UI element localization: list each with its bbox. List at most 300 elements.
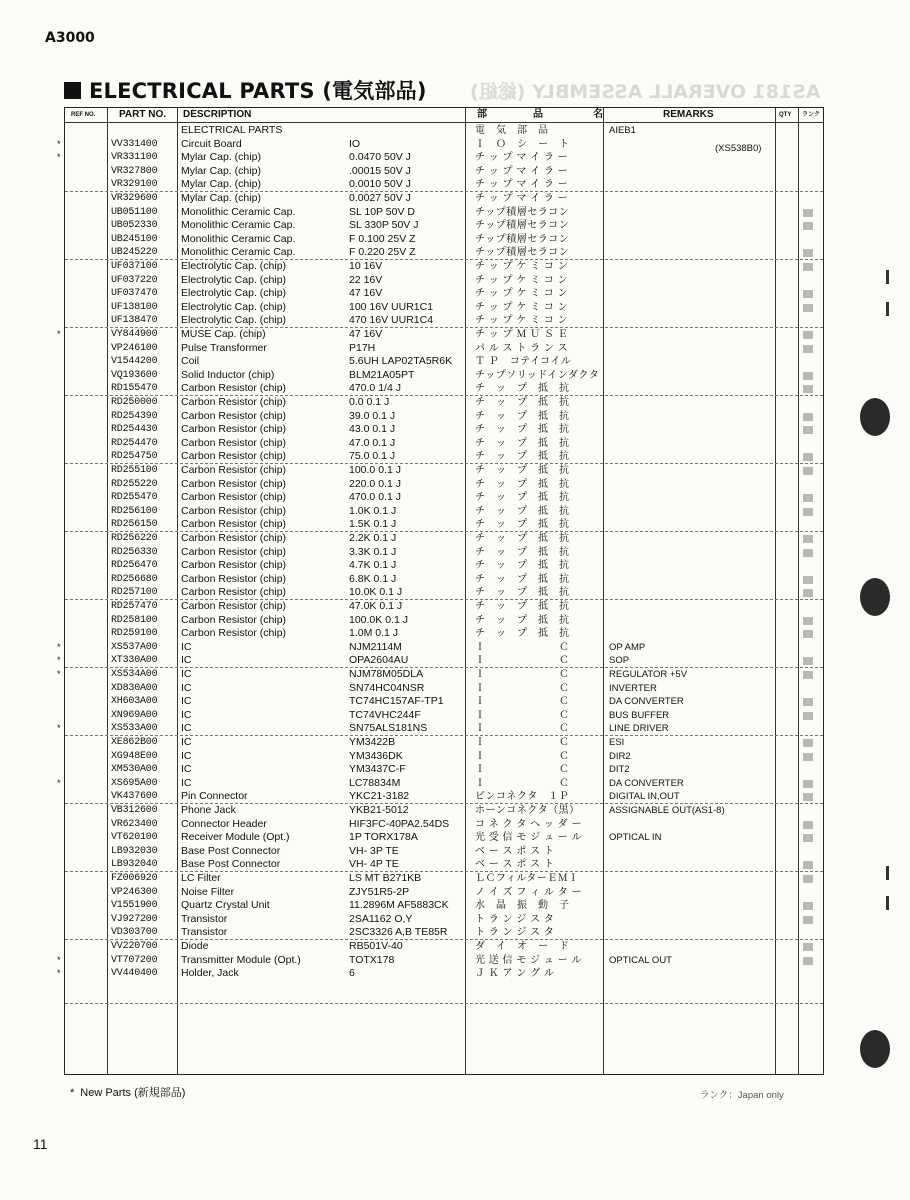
part-spec: 47 16V xyxy=(349,287,383,300)
part-description: Receiver Module (Opt.) xyxy=(181,831,290,844)
part-spec: SN75ALS181NS xyxy=(349,722,428,735)
show-through-heading: AS181 OVERALL ASSEMBLY (総組) xyxy=(470,81,821,103)
part-spec: 100 16V UUR1C1 xyxy=(349,300,434,313)
part-number: VR331100 xyxy=(111,152,158,164)
japanese-name: チップ積層セラコン xyxy=(475,220,570,232)
table-row xyxy=(65,233,823,247)
part-spec: RB501V-40 xyxy=(349,940,403,952)
header-divider xyxy=(65,122,823,123)
part-number: XN969A00 xyxy=(111,709,158,721)
col-header-qty: QTY xyxy=(779,112,792,118)
table-row xyxy=(57,967,823,981)
part-description: Carbon Resistor (chip) xyxy=(181,545,287,558)
japanese-name: チ ッ プ 抵 抗 xyxy=(475,437,570,449)
table-row xyxy=(65,491,823,505)
part-number: RD258100 xyxy=(111,614,158,626)
part-number: RD256330 xyxy=(111,546,158,558)
part-spec: 1.5K 0.1 J xyxy=(349,518,397,531)
part-description: IC xyxy=(181,668,192,680)
rank-marker-icon xyxy=(803,821,813,829)
board-remark: (XS538B0) xyxy=(715,143,762,154)
group-divider xyxy=(65,803,823,804)
part-number: XM530A00 xyxy=(111,764,158,776)
japanese-name: チ ッ プ 抵 抗 xyxy=(475,614,570,626)
table-row xyxy=(65,695,823,709)
part-description: Circuit Board xyxy=(181,137,242,150)
table-row xyxy=(65,410,823,424)
part-remark: DA CONVERTER xyxy=(609,777,684,789)
table-row xyxy=(65,505,823,519)
japanese-name: チ ッ プ ケ ミ コ ン xyxy=(475,315,569,327)
col-header-jp3: 名 xyxy=(593,109,603,120)
japanese-name: チップ積層セラコン xyxy=(475,233,570,245)
group-divider xyxy=(65,531,823,532)
table-row xyxy=(65,790,823,804)
table-row xyxy=(65,586,823,600)
part-number: VD303700 xyxy=(111,927,158,939)
part-description: IC xyxy=(181,736,192,748)
rank-marker-icon xyxy=(803,413,813,421)
rank-marker-icon xyxy=(803,263,813,271)
rank-marker-icon xyxy=(803,671,813,679)
part-number: UF037470 xyxy=(111,288,158,300)
japanese-name: チ ッ プ 抵 抗 xyxy=(475,424,570,436)
rank-note: ランク：Japan only xyxy=(700,1090,784,1101)
part-spec: 10.0K 0.1 J xyxy=(349,586,403,599)
part-description: Carbon Resistor (chip) xyxy=(181,464,287,476)
part-number: RD255100 xyxy=(111,465,158,476)
japanese-name: Ｉ Ｃ xyxy=(475,655,570,667)
part-spec: 100.0K 0.1 J xyxy=(349,613,408,626)
part-remark: ASSIGNABLE OUT(AS1-8) xyxy=(609,805,725,816)
part-number: RD255220 xyxy=(111,478,158,490)
part-number: VT707200 xyxy=(111,954,158,966)
part-description: Diode xyxy=(181,940,209,952)
part-number: VR329100 xyxy=(111,179,158,191)
japanese-name: Ｉ Ｏ シ ー ト xyxy=(475,138,570,150)
japanese-name: コ ネ ク タ ヘ ッ ダ ー xyxy=(475,818,582,830)
table-row xyxy=(57,654,823,668)
rank-marker-icon xyxy=(803,916,813,924)
group-divider xyxy=(65,191,823,192)
japanese-name: チ ッ プ マ イ ラ ー xyxy=(475,193,569,204)
part-spec: TOTX178 xyxy=(349,953,395,966)
part-spec: 2SA1162 O,Y xyxy=(349,912,413,925)
part-spec: 11.2896M AF5883CK xyxy=(349,899,449,912)
part-spec: TC74VHC244F xyxy=(349,708,421,721)
japanese-name: 水 晶 振 動 子 xyxy=(475,900,570,912)
table-row xyxy=(65,206,823,220)
japanese-name: Ｉ Ｃ xyxy=(475,723,570,735)
japanese-name: Ｉ Ｃ xyxy=(475,737,570,748)
table-row xyxy=(65,614,823,628)
part-description: IC xyxy=(181,640,192,653)
part-remark: OPTICAL OUT xyxy=(609,954,672,966)
part-number: RD256220 xyxy=(111,533,158,544)
new-part-mark: * xyxy=(57,138,61,149)
rank-marker-icon xyxy=(803,453,813,461)
japanese-name: チップソリッドインダクタ xyxy=(475,369,600,381)
part-number: RD257100 xyxy=(111,587,158,599)
table-row xyxy=(65,301,823,315)
part-spec: IO xyxy=(349,137,361,150)
new-part-mark: * xyxy=(57,954,61,965)
part-spec: HIF3FC-40PA2.54DS xyxy=(349,817,450,830)
part-remark: SOP xyxy=(609,655,630,667)
part-number: RD155470 xyxy=(111,383,158,395)
col-header-desc: DESCRIPTION xyxy=(183,109,252,120)
table-row xyxy=(57,137,823,152)
model-name: A3000 xyxy=(45,30,95,46)
rank-marker-icon xyxy=(803,793,813,801)
table-row xyxy=(65,831,823,845)
rank-marker-icon xyxy=(803,630,813,638)
part-number: V1551900 xyxy=(111,900,158,912)
part-number: UB052330 xyxy=(111,220,158,232)
part-spec: 1P TORX178A xyxy=(349,831,418,844)
rank-marker-icon xyxy=(803,780,813,788)
rank-marker-icon xyxy=(803,535,813,543)
new-part-mark: * xyxy=(57,723,61,734)
rank-marker-icon xyxy=(803,657,813,665)
part-number: UF037100 xyxy=(111,261,158,272)
part-description: Mylar Cap. (chip) xyxy=(181,164,261,177)
binder-mark xyxy=(886,866,889,880)
rank-marker-icon xyxy=(803,249,813,257)
part-description: LC Filter xyxy=(181,872,221,884)
table-row xyxy=(65,423,823,437)
table-row xyxy=(57,640,823,655)
table-row xyxy=(57,151,823,165)
japanese-name: ノ イ ズ フ ィ ル タ ー xyxy=(475,886,582,898)
part-number: VY844900 xyxy=(111,329,158,340)
part-remark: LINE DRIVER xyxy=(609,723,669,735)
part-number: RD256680 xyxy=(111,573,158,585)
part-description: Carbon Resistor (chip) xyxy=(181,396,287,408)
japanese-name: ピンコネクタ １Ｐ xyxy=(475,791,570,803)
part-description: Carbon Resistor (chip) xyxy=(181,450,287,463)
col-header-jp2: 品 xyxy=(533,109,543,120)
japanese-name: チ ッ プ マ イ ラ ー xyxy=(475,152,569,164)
part-description: Base Post Connector xyxy=(181,844,281,857)
part-number: XE862B00 xyxy=(111,737,158,748)
page-number: 11 xyxy=(33,1136,48,1152)
part-description: MUSE Cap. (chip) xyxy=(181,328,266,340)
part-number: RD254390 xyxy=(111,410,158,422)
part-number: XG948E00 xyxy=(111,750,158,762)
part-description: Pulse Transformer xyxy=(181,341,267,354)
part-description: Carbon Resistor (chip) xyxy=(181,559,287,572)
table-row xyxy=(65,518,823,532)
part-description: Carbon Resistor (chip) xyxy=(181,613,287,626)
part-spec: NJM2114M xyxy=(349,640,402,653)
table-row xyxy=(65,532,823,546)
rank-marker-icon xyxy=(803,304,813,312)
part-remark: OP AMP xyxy=(609,641,646,653)
rank-marker-icon xyxy=(803,467,813,475)
new-part-mark: * xyxy=(57,655,61,666)
group-divider xyxy=(65,463,823,464)
japanese-name: チ ッ プ ケ ミ コ ン xyxy=(475,274,569,286)
part-number: UB051100 xyxy=(111,206,158,218)
part-number: VV220700 xyxy=(111,941,158,952)
part-description: Carbon Resistor (chip) xyxy=(181,518,287,531)
part-remark: ESI xyxy=(609,737,625,748)
col-header-remarks: REMARKS xyxy=(663,109,714,120)
part-number: XT330A00 xyxy=(111,655,158,667)
group-divider xyxy=(65,599,823,600)
japanese-name: チ ッ プ ケ ミ コ ン xyxy=(475,301,569,313)
part-number: VP246300 xyxy=(111,886,158,898)
part-number: LB932030 xyxy=(111,845,158,857)
rank-marker-icon xyxy=(803,875,813,883)
group-divider xyxy=(65,667,823,668)
japanese-name: ト ラ ン ジ ス タ xyxy=(475,927,555,939)
rank-marker-icon xyxy=(803,943,813,951)
col-header-jp1: 部 xyxy=(477,109,487,120)
part-spec: SL 330P 50V J xyxy=(349,219,419,232)
part-spec: 100.0 0.1 J xyxy=(349,464,401,476)
part-description: Electrolytic Cap. (chip) xyxy=(181,260,287,272)
rank-marker-icon xyxy=(803,345,813,353)
part-number: RD255470 xyxy=(111,492,158,504)
part-description: Transistor xyxy=(181,912,228,925)
japanese-name: チ ッ プ 抵 抗 xyxy=(475,505,570,517)
part-description: Carbon Resistor (chip) xyxy=(181,491,287,504)
table-row xyxy=(65,165,823,179)
part-spec: 1.0M 0.1 J xyxy=(349,627,399,640)
part-description: Carbon Resistor (chip) xyxy=(181,627,287,640)
part-description: Electrolytic Cap. (chip) xyxy=(181,314,287,327)
binder-mark xyxy=(886,270,889,284)
parts-table xyxy=(57,107,824,1075)
table-row xyxy=(65,382,823,396)
part-spec: 0.0470 50V J xyxy=(349,151,411,164)
part-spec: 4.7K 0.1 J xyxy=(349,559,397,572)
table-row xyxy=(65,178,823,192)
table-row xyxy=(65,818,823,832)
part-remark: REGULATOR +5V xyxy=(609,669,688,680)
part-description: Connector Header xyxy=(181,817,267,830)
part-number: LB932040 xyxy=(111,859,158,871)
rank-marker-icon xyxy=(803,698,813,706)
page-title xyxy=(64,75,427,105)
part-number: VR623400 xyxy=(111,818,158,830)
part-spec: 470.0 0.1 J xyxy=(349,491,401,504)
part-spec: 47 16V xyxy=(349,328,383,340)
japanese-name: ホーンコネクタ（黒） xyxy=(475,805,580,816)
binder-mark xyxy=(886,302,889,316)
legend-new-parts: New Parts (新規部品) xyxy=(80,1087,186,1099)
part-description: IC xyxy=(181,654,192,667)
japanese-name: Ｉ Ｃ xyxy=(475,777,570,789)
part-remark: DIR2 xyxy=(609,750,631,762)
table-row xyxy=(65,899,823,913)
japanese-name: チップ積層セラコン xyxy=(475,247,570,259)
part-spec: 43.0 0.1 J xyxy=(349,423,396,436)
table-row xyxy=(65,940,823,954)
rank-marker-icon xyxy=(803,861,813,869)
part-number: RD250000 xyxy=(111,397,158,408)
japanese-name: チ ッ プ 抵 抗 xyxy=(475,478,570,490)
part-description: IC xyxy=(181,763,192,776)
part-description: Monolithic Ceramic Cap. xyxy=(181,205,296,218)
part-description: Monolithic Ceramic Cap. xyxy=(181,246,296,259)
part-number: VJ927200 xyxy=(111,913,158,925)
part-spec: YM3437C-F xyxy=(349,763,406,776)
japanese-name: パ ル ス ト ラ ン ス xyxy=(475,342,569,354)
part-spec: 1.0K 0.1 J xyxy=(349,504,397,517)
part-description: IC xyxy=(181,776,192,789)
part-spec: 47.0 0.1 J xyxy=(349,436,396,449)
group-divider xyxy=(65,259,823,260)
table-row xyxy=(65,192,823,206)
table-row xyxy=(65,274,823,288)
japanese-name: チ ッ プ ケ ミ コ ン xyxy=(475,288,569,300)
new-part-mark: * xyxy=(70,1087,75,1099)
part-number: FZ006920 xyxy=(111,873,158,884)
table-row xyxy=(65,682,823,696)
table-row xyxy=(65,913,823,927)
part-spec: LS MT B271KB xyxy=(349,872,422,884)
part-description: IC xyxy=(181,695,192,708)
part-spec: LC78834M xyxy=(349,776,401,789)
japanese-name: 光 受 信 モ ジ ュ ー ル xyxy=(475,832,582,844)
part-number: XS534A00 xyxy=(111,669,158,680)
japanese-name: Ｉ Ｃ xyxy=(475,669,570,680)
part-description: ELECTRICAL PARTS xyxy=(181,124,283,136)
table-row xyxy=(65,124,823,138)
part-spec: 5.6UH LAP02TA5R6K xyxy=(349,355,453,368)
part-spec: VH- 4P TE xyxy=(349,858,399,871)
part-spec: 2SC3326 A,B TE85R xyxy=(349,926,448,939)
part-remark: OPTICAL IN xyxy=(609,832,662,844)
part-number: VB312600 xyxy=(111,805,158,816)
japanese-name: ベ ー ス ポ ス ト xyxy=(475,859,555,871)
part-spec: 6.8K 0.1 J xyxy=(349,572,397,585)
part-description: Electrolytic Cap. (chip) xyxy=(181,273,287,286)
table-row xyxy=(65,763,823,777)
japanese-name: チ ッ プ ケ ミ コ ン xyxy=(475,261,569,272)
part-remark: DIT2 xyxy=(609,764,630,776)
legend xyxy=(70,1084,185,1100)
table-row xyxy=(65,845,823,859)
rank-marker-icon xyxy=(803,331,813,339)
table-row xyxy=(65,573,823,587)
part-spec: P17H xyxy=(349,341,376,354)
part-number: VR327800 xyxy=(111,165,158,177)
part-spec: 3.3K 0.1 J xyxy=(349,545,397,558)
part-description: Carbon Resistor (chip) xyxy=(181,436,287,449)
part-number: RD254430 xyxy=(111,424,158,436)
part-description: Carbon Resistor (chip) xyxy=(181,382,287,395)
japanese-name: Ｉ Ｃ xyxy=(475,764,570,776)
part-number: VP246100 xyxy=(111,342,158,354)
part-number: VQ193600 xyxy=(111,369,158,381)
part-number: UB245100 xyxy=(111,233,158,245)
part-description: Monolithic Ceramic Cap. xyxy=(181,219,296,232)
part-spec: SL 10P 50V D xyxy=(349,205,415,218)
part-description: IC xyxy=(181,722,192,735)
new-part-mark: * xyxy=(57,641,61,652)
part-spec: 6 xyxy=(349,967,355,980)
part-description: Carbon Resistor (chip) xyxy=(181,504,287,517)
new-part-mark: * xyxy=(57,329,61,339)
table-row xyxy=(65,246,823,260)
rank-marker-icon xyxy=(803,957,813,965)
table-row xyxy=(65,804,823,818)
table-row xyxy=(65,396,823,410)
rank-marker-icon xyxy=(803,712,813,720)
part-spec: 470.0 1/4 J xyxy=(349,382,401,395)
japanese-name: ダ イ オ ー ド xyxy=(475,941,570,952)
binder-hole xyxy=(860,578,890,616)
part-spec: 0.0027 50V J xyxy=(349,192,411,204)
rank-marker-icon xyxy=(803,753,813,761)
japanese-name: チ ッ プ 抵 抗 xyxy=(475,560,570,572)
rank-marker-icon xyxy=(803,508,813,516)
title-text: ELECTRICAL PARTS (電気部品) xyxy=(89,79,427,103)
japanese-name: 電 気 部 品 xyxy=(475,125,549,136)
table-row xyxy=(65,858,823,872)
part-number: VT620100 xyxy=(111,832,158,844)
group-divider xyxy=(65,327,823,328)
group-divider xyxy=(65,735,823,736)
japanese-name: Ｉ Ｃ xyxy=(475,709,570,721)
col-header-part: PART NO. xyxy=(119,109,167,120)
part-description: Noise Filter xyxy=(181,885,235,898)
table-row xyxy=(65,464,823,478)
japanese-name: チ ッ プ 抵 抗 xyxy=(475,601,570,612)
japanese-name: ト ラ ン ジ ス タ xyxy=(475,913,555,925)
rank-marker-icon xyxy=(803,549,813,557)
new-part-mark: * xyxy=(57,152,61,163)
japanese-name: チ ッ プ 抵 抗 xyxy=(475,492,570,504)
group-divider xyxy=(65,1003,823,1004)
part-number: UF138470 xyxy=(111,315,158,327)
part-description: Carbon Resistor (chip) xyxy=(181,409,287,422)
part-description: Monolithic Ceramic Cap. xyxy=(181,232,296,245)
japanese-name: チ ッ プ 抵 抗 xyxy=(475,383,570,395)
part-number: VK437600 xyxy=(111,791,158,803)
part-spec: ZJY51R5-2P xyxy=(349,885,410,898)
new-part-mark: * xyxy=(57,968,61,979)
part-number: XH603A00 xyxy=(111,696,158,708)
table-row xyxy=(65,750,823,764)
part-spec: F 0.220 25V Z xyxy=(349,246,416,259)
title-square-icon xyxy=(64,82,81,99)
japanese-name: チ ッ プ 抵 抗 xyxy=(475,546,570,558)
part-spec: BLM21A05PT xyxy=(349,368,415,381)
table-row xyxy=(57,722,823,736)
part-description: IC xyxy=(181,708,192,721)
part-description: Pin Connector xyxy=(181,790,248,803)
col-header-rank: ランク xyxy=(802,112,820,118)
part-description: Carbon Resistor (chip) xyxy=(181,477,287,490)
part-description: Carbon Resistor (chip) xyxy=(181,423,287,436)
part-number: RD257470 xyxy=(111,601,158,612)
part-spec: OPA2604AU xyxy=(349,654,409,667)
part-spec: VH- 3P TE xyxy=(349,844,399,857)
part-description: Phone Jack xyxy=(181,804,236,816)
part-description: Base Post Connector xyxy=(181,858,281,871)
japanese-name: チ ッ プ マ イ ラ ー xyxy=(475,165,569,177)
part-spec: YKB21-5012 xyxy=(349,804,409,816)
part-description: Coil xyxy=(181,355,200,368)
col-header-ref: REF NO. xyxy=(71,112,96,118)
part-description: Carbon Resistor (chip) xyxy=(181,586,287,599)
part-description: Quartz Crystal Unit xyxy=(181,899,270,912)
